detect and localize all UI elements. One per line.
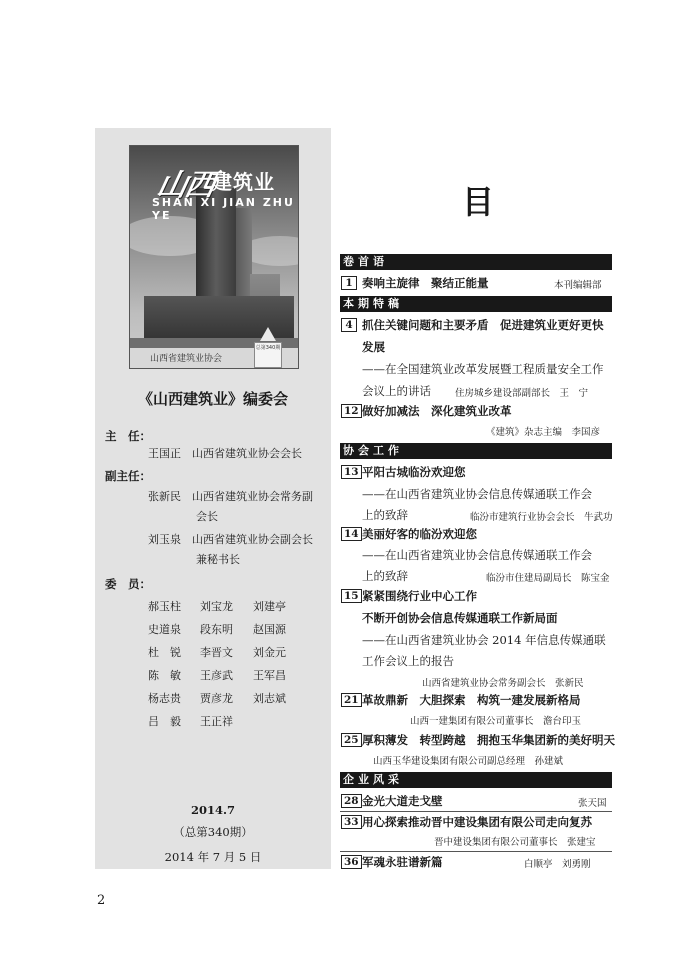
board-member: 陈 敏 — [148, 669, 181, 682]
cover-title: 建筑业 — [212, 170, 275, 194]
board-member: 郝玉柱 — [148, 600, 181, 613]
toc-article-title[interactable]: 军魂永驻谱新篇 — [362, 855, 443, 869]
toc-article-subtitle: 上的致辞 — [362, 569, 408, 583]
deputy-director: 张新民 山西省建筑业协会常务副 — [148, 490, 313, 503]
cover-calligraphy: 山西 — [153, 168, 217, 203]
section-label: 协会工作 — [343, 444, 403, 457]
board-member: 史道泉 — [148, 623, 181, 636]
toc-page-number: 14 — [341, 527, 362, 541]
board-member: 王彦武 — [200, 669, 233, 682]
toc-page-number: 36 — [341, 855, 362, 869]
board-member: 刘宝龙 — [200, 600, 233, 613]
toc-article-author: 临汾市住建局副局长 陈宝金 — [486, 573, 610, 584]
toc-article-title[interactable]: 厚积薄发 转型跨越 拥抱玉华集团新的美好明天 — [362, 733, 615, 747]
toc-article-title[interactable]: 不断开创协会信息传媒通联工作新局面 — [362, 611, 558, 625]
toc-article-title[interactable]: 做好加减法 深化建筑业改革 — [362, 404, 512, 418]
section-label: 卷首语 — [343, 255, 388, 268]
toc-divider — [340, 811, 612, 812]
toc-heading: 目 — [462, 183, 495, 221]
toc-article-author: 张天国 — [578, 798, 607, 809]
toc-article-subtitle: ——在全国建筑业改革发展暨工程质量安全工作 — [362, 362, 604, 376]
director: 王国正 山西省建筑业协会会长 — [148, 447, 302, 460]
toc-page-number: 12 — [341, 404, 362, 418]
board-member: 段东明 — [200, 623, 233, 636]
director-label: 主 任： — [105, 429, 151, 443]
board-member: 王军昌 — [253, 669, 286, 682]
board-member: 刘金元 — [253, 646, 286, 659]
toc-page-number: 25 — [341, 733, 362, 747]
toc-article-title[interactable]: 奏响主旋律 聚结正能量 — [362, 276, 489, 290]
board-member: 杨志贵 — [148, 692, 181, 705]
board-member: 吕 毅 — [148, 715, 181, 728]
toc-article-author: 山西省建筑业协会常务副会长 张新民 — [422, 678, 584, 689]
toc-article-title[interactable]: 发展 — [362, 340, 385, 354]
board-title: 《山西建筑业》编委会 — [137, 390, 288, 408]
toc-article-title[interactable]: 金光大道走戈壁 — [362, 794, 443, 808]
toc-article-author: 本刊编辑部 — [554, 280, 602, 291]
deputy-label: 副主任： — [105, 469, 151, 483]
board-member: 杜 锐 — [148, 646, 181, 659]
cover-issue-badge: 总第340期 — [254, 342, 282, 368]
toc-article-author: 临汾市建筑行业协会会长 牛武功 — [470, 512, 613, 523]
toc-article-title[interactable]: 紧紧围绕行业中心工作 — [362, 589, 477, 603]
toc-page-number: 21 — [341, 693, 362, 707]
section-header — [340, 296, 612, 312]
section-header — [340, 443, 612, 459]
toc-page-number: 15 — [341, 589, 362, 603]
toc-article-author: 晋中建设集团有限公司董事长 张建宝 — [434, 837, 596, 848]
toc-article-author: 《建筑》杂志主编 李国彦 — [486, 427, 601, 438]
section-label: 本期特稿 — [343, 297, 403, 310]
section-header — [340, 254, 612, 270]
cover-publisher: 山西省建筑业协会 — [150, 354, 223, 364]
toc-article-title[interactable]: 平阳古城临汾欢迎您 — [362, 465, 466, 479]
toc-article-title[interactable]: 美丽好客的临汾欢迎您 — [362, 527, 477, 541]
toc-article-title[interactable]: 抓住关键问题和主要矛盾 促进建筑业更好更快 — [362, 318, 604, 332]
section-label: 企业风采 — [343, 773, 403, 786]
toc-page-number: 4 — [341, 318, 357, 332]
toc-page-number: 1 — [341, 276, 357, 290]
toc-article-author: 山西玉华建设集团有限公司副总经理 孙建斌 — [373, 756, 564, 767]
toc-article-subtitle: 上的致辞 — [362, 508, 408, 522]
toc-page-number: 28 — [341, 794, 362, 808]
section-header — [340, 772, 612, 788]
toc-article-subtitle: ——在山西省建筑业协会信息传媒通联工作会 — [362, 548, 592, 562]
toc-article-subtitle: 工作会议上的报告 — [362, 654, 454, 668]
toc-article-author: 山西一建集团有限公司董事长 澹台印玉 — [410, 716, 582, 727]
toc-page-number: 13 — [341, 465, 362, 479]
page-number: 2 — [97, 893, 106, 908]
toc-article-author: 住房城乡建设部副部长 王 宁 — [455, 388, 589, 399]
board-member: 赵国源 — [253, 623, 286, 636]
editorial-board-panel — [95, 128, 331, 869]
board-member: 王正祥 — [200, 715, 233, 728]
toc-article-subtitle: ——在山西省建筑业协会信息传媒通联工作会 — [362, 487, 592, 501]
cover-pinyin: SHAN XI JIAN ZHU YE — [152, 196, 295, 222]
cover-image — [129, 145, 299, 369]
toc-article-author: 白顺亭 刘勇刚 — [524, 859, 591, 870]
association-logo-icon — [260, 327, 276, 341]
board-member: 李晋文 — [200, 646, 233, 659]
toc-article-subtitle: ——在山西省建筑业协会 2014 年信息传媒通联 — [362, 633, 606, 647]
toc-article-subtitle: 会议上的讲话 — [362, 384, 431, 398]
board-member: 刘志斌 — [253, 692, 286, 705]
board-member: 刘建亭 — [253, 600, 286, 613]
board-member: 贾彦龙 — [200, 692, 233, 705]
members-label: 委 员： — [105, 577, 151, 591]
toc-page-number: 33 — [341, 815, 362, 829]
toc-article-title[interactable]: 革故鼎新 大胆探索 构筑一建发展新格局 — [362, 693, 581, 707]
toc-divider — [340, 851, 612, 852]
deputy-director: 会长 — [196, 510, 218, 523]
deputy-director: 刘玉泉 山西省建筑业协会副会长 — [148, 533, 313, 546]
issue-total: （总第340期） — [173, 825, 253, 839]
deputy-director: 兼秘书长 — [196, 553, 240, 566]
toc-article-title[interactable]: 用心探索推动晋中建设集团有限公司走向复苏 — [362, 815, 592, 829]
issue-date: 2014 年 7 月 5 日 — [164, 850, 262, 864]
issue-period: 2014.7 — [190, 803, 235, 817]
